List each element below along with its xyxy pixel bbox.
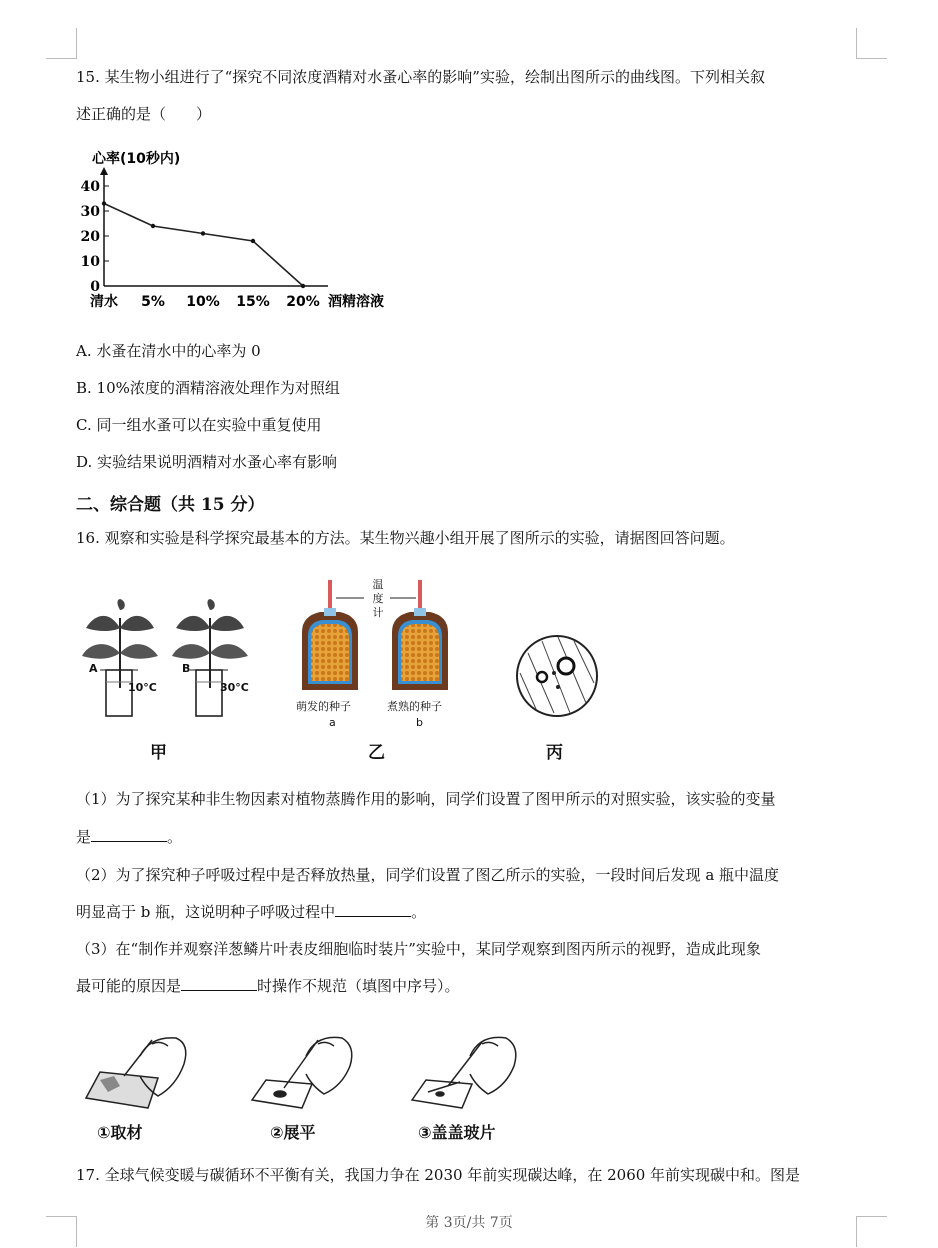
crop-mark-top-left: [46, 28, 77, 59]
heart-rate-chart: [76, 144, 416, 316]
bottle-b: [392, 580, 448, 690]
x-tick-label: 清水: [90, 294, 118, 310]
answer-blank-1[interactable]: [91, 827, 167, 842]
y-tick-label: 0: [90, 279, 100, 295]
x-tick-label: 20%: [286, 294, 320, 310]
step3-label: ③盖盖玻片: [418, 1123, 496, 1142]
plant-a: [82, 599, 158, 716]
q16-p2-line2: 明显高于 b 瓶，这说明种子呼吸过程中 。: [76, 903, 427, 921]
air-bubble-large: [558, 658, 574, 674]
step1-label: ①取材: [97, 1123, 143, 1142]
thermometer-label: 温 度 计: [372, 578, 384, 619]
label-a: A: [89, 662, 98, 675]
temp-b: 30°C: [220, 681, 249, 694]
q15-option-d: D. 实验结果说明酒精对水蚤心率有影响: [76, 453, 338, 471]
series-line: [104, 204, 303, 287]
step3-drawing: [412, 1037, 516, 1108]
data-point: [151, 224, 155, 228]
y-tick-label: 10: [80, 254, 100, 270]
seed-a-label: 萌发的种子: [296, 700, 351, 713]
page-number: 第 3页/共 7页: [425, 1215, 513, 1231]
step2-label: ②展平: [270, 1123, 316, 1142]
temp-a: 10°C: [128, 681, 157, 694]
chart-xlabel: 酒精溶液: [328, 294, 384, 310]
y-tick-label: 40: [80, 179, 100, 195]
y-tick-label: 30: [80, 204, 100, 220]
section-title: 二、综合题（共 15 分）: [76, 495, 265, 515]
data-point: [201, 231, 205, 235]
x-tick-label: 10%: [186, 294, 220, 310]
label-b: B: [182, 662, 191, 675]
plant-b: [172, 599, 248, 716]
data-point: [251, 239, 255, 243]
q15-stem-line1: 15. 某生物小组进行了“探究不同浓度酒精对水蚤心率的影响”实验，绘制出图所示的曲线图。下列相关叙: [76, 68, 765, 86]
air-bubble-small: [537, 672, 547, 682]
step1-drawing: [86, 1038, 186, 1108]
answer-blank-2[interactable]: [335, 902, 411, 917]
crop-mark-top-right: [856, 28, 887, 59]
bottle-a: [302, 580, 358, 690]
q16-p1-line2: 是 。: [76, 828, 183, 846]
q16-p2-line1: （2）为了探究种子呼吸过程中是否释放热量，同学们设置了图乙所示的实验，一段时间后发现 a 瓶中温度: [76, 866, 780, 884]
q15-option-b: B. 10%浓度的酒精溶液处理作为对照组: [76, 379, 340, 397]
x-tick-label: 5%: [141, 294, 165, 310]
data-point: [102, 201, 106, 205]
figure-yi-label: 乙: [368, 743, 385, 763]
x-tick-label: 15%: [236, 294, 270, 310]
data-point: [301, 284, 305, 288]
q16-intro: 16. 观察和实验是科学探究最基本的方法。某生物兴趣小组开展了图所示的实验，请据图回答问题。: [76, 529, 735, 547]
q17-stem-line1: 17. 全球气候变暖与碳循环不平衡有关，我国力争在 2030 年前实现碳达峰，在 2060 年前实现碳中和。图是: [76, 1166, 801, 1184]
figure-bing-microscope-view: [514, 633, 600, 719]
y-axis-arrow: [100, 167, 108, 175]
q15-stem-line2: 述正确的是（ ）: [76, 105, 212, 123]
step2-drawing: [252, 1037, 352, 1108]
figure-jia-label: 甲: [150, 743, 167, 763]
figure-bing-label: 丙: [546, 743, 563, 763]
bottle-b-label: b: [416, 716, 423, 729]
q16-p1-line1: （1）为了探究某种非生物因素对植物蒸腾作用的影响，同学们设置了图甲所示的对照实验，该实验的变量: [76, 790, 776, 808]
figure-jia-plants: [78, 598, 278, 722]
q16-p3-line2: 最可能的原因是 时操作不规范（填图中序号）。: [76, 977, 460, 995]
step-illustrations: [80, 1016, 540, 1116]
q15-option-c: C. 同一组水蚤可以在实验中重复使用: [76, 416, 322, 434]
q16-p3-line1: （3）在“制作并观察洋葱鳞片叶表皮细胞临时装片”实验中，某同学观察到图丙所示的视野，造成此现象: [76, 940, 761, 958]
answer-blank-3[interactable]: [181, 976, 257, 991]
bottle-a-label: a: [329, 716, 336, 729]
q15-option-a: A. 水蚤在清水中的心率为 0: [76, 342, 261, 360]
chart-ylabel: 心率(10秒内): [92, 151, 181, 167]
y-tick-label: 20: [80, 229, 100, 245]
seed-b-label: 煮熟的种子: [387, 700, 442, 713]
